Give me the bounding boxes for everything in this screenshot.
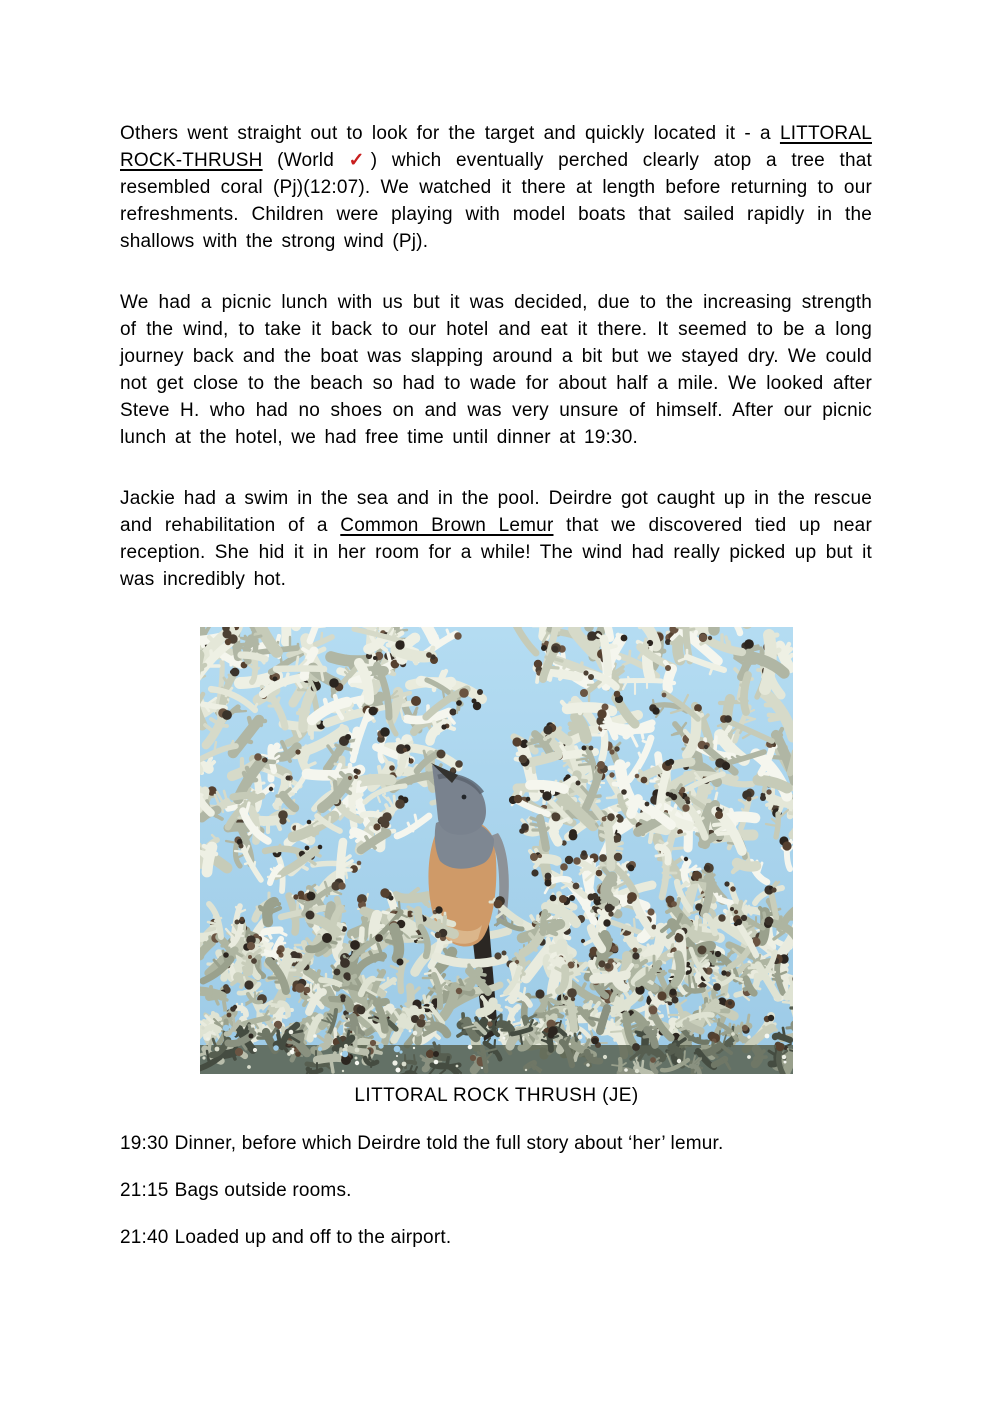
bird-photo-figure <box>200 627 793 1109</box>
paragraph-1-text: (World <box>262 150 349 171</box>
paragraph-3-text: Jackie had a swim in the sea and in the pool. Deirdre got caught up in the rescue and rehabilitation of a <box>120 488 872 536</box>
schedule-time: 21:15 <box>120 1180 169 1201</box>
paragraph-1-text: ) which eventually perched clearly atop a tree that resembled coral (Pj)(12:07). We watched it there at length before returning to our refreshments. Children were playing with model boats that sailed rapidly in the shallows with the strong wind (Pj). <box>120 150 872 252</box>
schedule-item <box>120 1177 872 1204</box>
schedule-time: 21:40 <box>120 1227 169 1248</box>
paragraph-3 <box>120 485 872 593</box>
bird-eye <box>462 795 467 800</box>
red-tick-icon: ✓ <box>348 150 371 171</box>
paragraph-2-text: We had a picnic lunch with us but it was decided, due to the increasing strength of the wind, to take it back to our hotel and eat it there. It seemed to be a long journey back and the boat was slapping around a bit but we stayed dry. We could not get close to the beach so had to wade for about half a mile. We looked after Steve H. who had no shoes on and was very unsure of himself. After our picnic lunch at the hotel, we had free time until dinner at 19:30. <box>120 292 872 448</box>
schedule-text: Bags outside rooms. <box>174 1180 352 1201</box>
paragraph-2 <box>120 289 872 451</box>
species-name-littoral-rock-thrush: LITTORAL ROCK-THRUSH <box>120 123 872 171</box>
schedule-time: 19:30 <box>120 1133 169 1154</box>
schedule-item <box>120 1224 872 1251</box>
species-name-common-brown-lemur: Common Brown Lemur <box>340 515 554 536</box>
schedule-list <box>120 1130 872 1251</box>
schedule-item <box>120 1130 872 1157</box>
paragraph-3-text: that we discovered tied up near reception. She hid it in her room for a while! The wind had really picked up but it was incredibly hot. <box>120 515 872 590</box>
paragraph-1-text: Others went straight out to look for the target and quickly located it - a <box>120 123 780 144</box>
schedule-text: Dinner, before which Deirdre told the full story about ‘her’ lemur. <box>174 1133 724 1154</box>
paragraph-1 <box>120 120 872 255</box>
photo-caption: LITTORAL ROCK THRUSH (JE) <box>354 1085 639 1106</box>
bird-photo <box>200 627 793 1074</box>
schedule-text: Loaded up and off to the airport. <box>174 1227 452 1248</box>
bird-photo-illustration <box>200 627 793 1074</box>
